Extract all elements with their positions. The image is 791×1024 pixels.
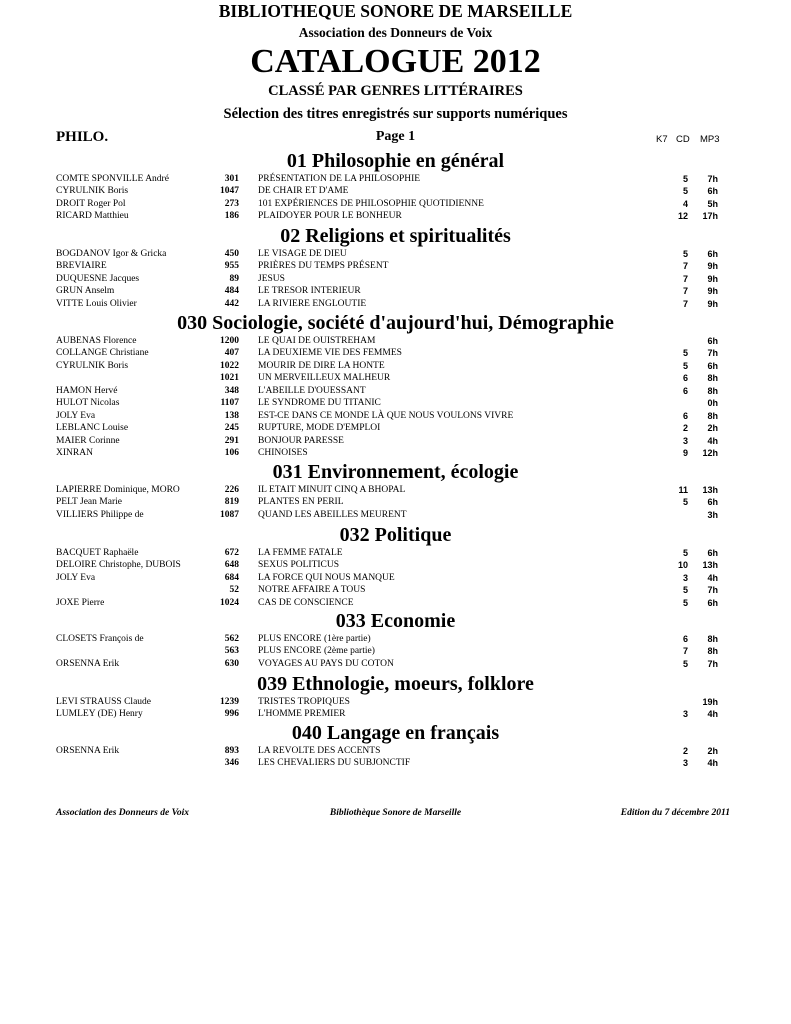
book-title-cell: IL ETAIT MINUIT CINQ A BHOPAL [258, 485, 406, 495]
k7-count-cell: 3 [682, 709, 688, 720]
item-number-cell: 672 [224, 548, 239, 558]
column-header-k7: K7 [656, 134, 668, 145]
book-title-cell: PLUS ENCORE (1ère partie) [258, 634, 371, 644]
k7-count-cell: 5 [682, 360, 688, 371]
k7-count-cell: 7 [682, 261, 688, 272]
catalogue-row [0, 633, 791, 646]
item-number-cell: 1022 [220, 360, 239, 371]
catalogue-row [0, 484, 791, 497]
book-title-cell: PRÉSENTATION DE LA PHILOSOPHIE [258, 174, 421, 184]
genre-label: PHILO. [56, 129, 109, 145]
catalogue-row [0, 559, 791, 572]
item-number-cell: 450 [224, 249, 239, 259]
book-title-cell: VOYAGES AU PAYS DU COTON [258, 658, 394, 669]
book-title-cell: LE TRESOR INTERIEUR [258, 286, 361, 297]
author-cell: VITTE Louis Olivier [56, 298, 137, 309]
catalogue-row [0, 410, 791, 423]
author-cell: JOXE Pierre [56, 597, 105, 608]
author-cell: HULOT Nicolas [56, 398, 120, 409]
author-cell: DROIT Roger Pol [56, 198, 126, 209]
item-number-cell: 186 [224, 211, 239, 222]
item-number-cell: 562 [224, 634, 239, 644]
mp3-duration-cell: 9h [707, 273, 718, 284]
mp3-duration-cell: 7h [707, 658, 718, 669]
catalogue-row [0, 597, 791, 610]
item-number-cell: 996 [224, 709, 239, 720]
book-title-cell: LA FORCE QUI NOUS MANQUE [258, 572, 395, 583]
author-cell: BOGDANOV Igor & Gricka [56, 249, 167, 259]
k7-count-cell: 11 [678, 485, 688, 495]
book-title-cell: PRIÈRES DU TEMPS PRÉSENT [258, 261, 389, 272]
item-number-cell: 226 [224, 485, 239, 495]
mp3-duration-cell: 13h [702, 485, 718, 495]
mp3-duration-cell: 7h [707, 174, 718, 184]
section-heading: 040 Langage en français [291, 722, 500, 744]
book-title-cell: 101 EXPÉRIENCES DE PHILOSOPHIE QUOTIDIENNE [258, 198, 484, 209]
item-number-cell: 89 [229, 273, 239, 284]
catalogue-row [0, 210, 791, 223]
k7-count-cell: 12 [677, 211, 688, 222]
mp3-duration-cell: 7h [707, 348, 718, 359]
author-cell: BACQUET Raphaële [56, 548, 139, 558]
item-number-cell: 1087 [220, 509, 239, 520]
mp3-duration-cell: 2h [707, 746, 718, 756]
item-number-cell: 1024 [220, 597, 239, 608]
k7-count-cell: 7 [682, 298, 688, 309]
item-number-cell: 1200 [220, 336, 239, 346]
book-title-cell: CAS DE CONSCIENCE [258, 597, 354, 608]
catalogue-row [0, 435, 791, 448]
mp3-duration-cell: 9h [707, 261, 718, 272]
k7-count-cell: 3 [682, 572, 688, 583]
footer-association: Association des Donneurs de Voix [56, 808, 190, 818]
k7-count-cell: 5 [682, 348, 688, 359]
k7-count-cell: 5 [682, 249, 688, 259]
association-name: Association des Donneurs de Voix [298, 25, 493, 40]
mp3-duration-cell: 8h [707, 634, 718, 644]
item-number-cell: 301 [224, 174, 239, 184]
k7-count-cell: 7 [682, 273, 688, 284]
section-heading: 02 Religions et spiritualités [280, 225, 511, 247]
item-number-cell: 1021 [220, 373, 239, 384]
catalogue-row [0, 248, 791, 261]
item-number-cell: 52 [229, 585, 239, 596]
k7-count-cell: 6 [682, 410, 688, 421]
catalogue-row [0, 347, 791, 360]
catalogue-row [0, 696, 791, 709]
book-title-cell: LE SYNDROME DU TITANIC [258, 398, 381, 409]
catalogue-row [0, 173, 791, 186]
mp3-duration-cell: 7h [707, 585, 718, 596]
author-cell: GRUN Anselm [56, 286, 115, 297]
author-cell: CYRULNIK Boris [56, 186, 129, 197]
book-title-cell: CHINOISES [258, 448, 308, 459]
column-header-cd: CD [676, 134, 690, 145]
catalogue-row [0, 708, 791, 721]
item-number-cell: 291 [224, 435, 239, 446]
author-cell: MAIER Corinne [56, 435, 120, 446]
catalogue-row [0, 745, 791, 758]
item-number-cell: 630 [224, 658, 239, 669]
section-heading: 01 Philosophie en général [286, 150, 505, 172]
item-number-cell: 819 [224, 497, 239, 508]
mp3-duration-cell: 6h [707, 336, 718, 346]
catalogue-row [0, 273, 791, 286]
page-number: Page 1 [375, 129, 416, 144]
mp3-duration-cell: 4h [707, 572, 718, 583]
book-title-cell: LE QUAI DE OUISTREHAM [258, 336, 376, 346]
mp3-duration-cell: 6h [707, 548, 718, 558]
catalogue-row [0, 198, 791, 211]
catalogue-row [0, 185, 791, 198]
item-number-cell: 684 [224, 572, 239, 583]
item-number-cell: 348 [224, 385, 239, 396]
author-cell: RICARD Matthieu [56, 211, 129, 222]
catalogue-row [0, 285, 791, 298]
book-title-cell: LA REVOLTE DES ACCENTS [258, 746, 381, 756]
mp3-duration-cell: 4h [707, 758, 718, 769]
selection-subtitle: Sélection des titres enregistrés sur supports numériques [223, 106, 568, 122]
k7-count-cell: 5 [682, 548, 688, 558]
mp3-duration-cell: 9h [707, 298, 718, 309]
item-number-cell: 106 [224, 448, 239, 459]
book-title-cell: MOURIR DE DIRE LA HONTE [258, 360, 385, 371]
catalogue-row [0, 447, 791, 460]
mp3-duration-cell: 4h [707, 709, 718, 720]
author-cell: CYRULNIK Boris [56, 360, 129, 371]
author-cell: DUQUESNE Jacques [56, 273, 140, 284]
k7-count-cell: 5 [682, 497, 688, 508]
book-title-cell: SEXUS POLITICUS [258, 560, 340, 571]
catalogue-row [0, 298, 791, 311]
k7-count-cell: 4 [682, 198, 688, 209]
mp3-duration-cell: 6h [707, 249, 718, 259]
mp3-duration-cell: 3h [707, 509, 718, 520]
catalogue-row [0, 397, 791, 410]
k7-count-cell: 6 [682, 385, 688, 396]
author-cell: HAMON Hervé [56, 385, 118, 396]
mp3-duration-cell: 8h [707, 410, 718, 421]
mp3-duration-cell: 8h [707, 373, 718, 384]
catalogue-row [0, 757, 791, 770]
k7-count-cell: 5 [682, 597, 688, 608]
author-cell: JOLY Eva [56, 410, 96, 421]
k7-count-cell: 6 [682, 634, 688, 644]
book-title-cell: RUPTURE, MODE D'EMPLOI [258, 423, 381, 434]
mp3-duration-cell: 6h [707, 360, 718, 371]
author-cell: COLLANGE Christiane [56, 348, 149, 359]
author-cell: LUMLEY (DE) Henry [56, 709, 143, 720]
section-heading: 030 Sociologie, société d'aujourd'hui, Démographie [177, 312, 614, 334]
mp3-duration-cell: 4h [707, 435, 718, 446]
item-number-cell: 955 [224, 261, 239, 272]
mp3-duration-cell: 6h [707, 497, 718, 508]
k7-count-cell: 5 [682, 658, 688, 669]
mp3-duration-cell: 2h [707, 423, 718, 434]
author-cell: LEVI STRAUSS Claude [56, 697, 151, 707]
author-cell: VILLIERS Philippe de [56, 509, 144, 520]
mp3-duration-cell: 12h [702, 448, 718, 459]
mp3-duration-cell: 0h [707, 398, 718, 409]
classification-subtitle: CLASSÉ PAR GENRES LITTÉRAIRES [268, 83, 523, 99]
k7-count-cell: 5 [682, 585, 688, 596]
catalogue-row [0, 260, 791, 273]
book-title-cell: JESUS [258, 273, 285, 284]
footer-library: Bibliothèque Sonore de Marseille [329, 808, 462, 818]
k7-count-cell: 9 [682, 448, 688, 459]
mp3-duration-cell: 5h [707, 198, 718, 209]
library-title: BIBLIOTHEQUE SONORE DE MARSEILLE [218, 1, 573, 21]
item-number-cell: 893 [224, 746, 239, 756]
section-heading: 032 Politique [339, 524, 452, 546]
book-title-cell: L'HOMME PREMIER [258, 709, 346, 720]
book-title-cell: TRISTES TROPIQUES [258, 697, 350, 707]
author-cell: DELOIRE Christophe, DUBOIS [56, 560, 181, 571]
item-number-cell: 346 [224, 758, 239, 769]
book-title-cell: LA DEUXIEME VIE DES FEMMES [258, 348, 402, 359]
book-title-cell: PLANTES EN PERIL [258, 497, 344, 508]
k7-count-cell: 2 [682, 423, 688, 434]
mp3-duration-cell: 13h [702, 560, 718, 571]
item-number-cell: 1107 [220, 398, 239, 409]
catalogue-row [0, 335, 791, 348]
k7-count-cell: 7 [682, 646, 688, 657]
book-title-cell: L'ABEILLE D'OUESSANT [258, 385, 366, 396]
k7-count-cell: 6 [682, 373, 688, 384]
item-number-cell: 245 [224, 423, 239, 434]
author-cell: JOLY Eva [56, 572, 96, 583]
section-heading: 031 Environnement, écologie [272, 461, 519, 483]
k7-count-cell: 2 [682, 746, 688, 756]
mp3-duration-cell: 8h [707, 646, 718, 657]
section-heading: 033 Economie [335, 610, 456, 632]
item-number-cell: 484 [224, 286, 239, 297]
book-title-cell: PLUS ENCORE (2ème partie) [258, 646, 375, 657]
k7-count-cell: 5 [682, 186, 688, 197]
k7-count-cell: 10 [677, 560, 688, 571]
book-title-cell: NOTRE AFFAIRE A TOUS [258, 585, 366, 596]
mp3-duration-cell: 8h [707, 385, 718, 396]
mp3-duration-cell: 6h [707, 186, 718, 197]
item-number-cell: 442 [224, 298, 239, 309]
catalogue-title: CATALOGUE 2012 [250, 43, 541, 80]
book-title-cell: UN MERVEILLEUX MALHEUR [258, 373, 391, 384]
k7-count-cell: 7 [682, 286, 688, 297]
k7-count-cell: 5 [682, 174, 688, 184]
book-title-cell: LA FEMME FATALE [258, 548, 343, 558]
catalogue-row [0, 496, 791, 509]
book-title-cell: DE CHAIR ET D'AME [258, 186, 349, 197]
k7-count-cell: 3 [682, 435, 688, 446]
author-cell: AUBENAS Florence [56, 336, 137, 346]
book-title-cell: QUAND LES ABEILLES MEURENT [258, 509, 407, 520]
column-header-mp3: MP3 [700, 134, 720, 145]
book-title-cell: LES CHEVALIERS DU SUBJONCTIF [258, 758, 411, 769]
author-cell: PELT Jean Marie [56, 497, 122, 508]
item-number-cell: 407 [224, 348, 239, 359]
mp3-duration-cell: 6h [707, 597, 718, 608]
item-number-cell: 1239 [220, 697, 239, 707]
catalogue-row [0, 360, 791, 373]
catalogue-row [0, 509, 791, 522]
book-title-cell: LA RIVIERE ENGLOUTIE [258, 298, 367, 309]
author-cell: ORSENNA Erik [56, 746, 120, 756]
section-heading: 039 Ethnologie, moeurs, folklore [257, 673, 534, 695]
author-cell: BREVIAIRE [56, 261, 107, 272]
item-number-cell: 138 [224, 410, 239, 421]
mp3-duration-cell: 19h [702, 697, 718, 707]
book-title-cell: PLAIDOYER POUR LE BONHEUR [258, 211, 402, 222]
item-number-cell: 648 [224, 560, 239, 571]
catalogue-row [0, 372, 791, 385]
book-title-cell: BONJOUR PARESSE [258, 435, 344, 446]
author-cell: COMTE SPONVILLE André [56, 174, 169, 184]
catalogue-row [0, 385, 791, 398]
book-title-cell: EST-CE DANS CE MONDE LÀ QUE NOUS VOULONS VIVRE [258, 410, 514, 421]
item-number-cell: 1047 [220, 186, 239, 197]
footer-edition: Edition du 7 décembre 2011 [620, 808, 730, 818]
k7-count-cell: 3 [682, 758, 688, 769]
catalogue-row [0, 645, 791, 658]
author-cell: CLOSETS François de [56, 634, 144, 644]
book-title-cell: LE VISAGE DE DIEU [258, 249, 347, 259]
mp3-duration-cell: 9h [707, 286, 718, 297]
author-cell: LEBLANC Louise [56, 423, 129, 434]
catalogue-row [0, 547, 791, 560]
mp3-duration-cell: 17h [702, 211, 718, 222]
author-cell: LAPIERRE Dominique, MORO [56, 485, 180, 495]
item-number-cell: 273 [224, 198, 239, 209]
item-number-cell: 563 [224, 646, 239, 657]
catalogue-row [0, 572, 791, 585]
catalogue-row [0, 422, 791, 435]
catalogue-row [0, 658, 791, 671]
author-cell: XINRAN [56, 448, 93, 459]
author-cell: ORSENNA Erik [56, 658, 120, 669]
catalogue-row [0, 584, 791, 597]
